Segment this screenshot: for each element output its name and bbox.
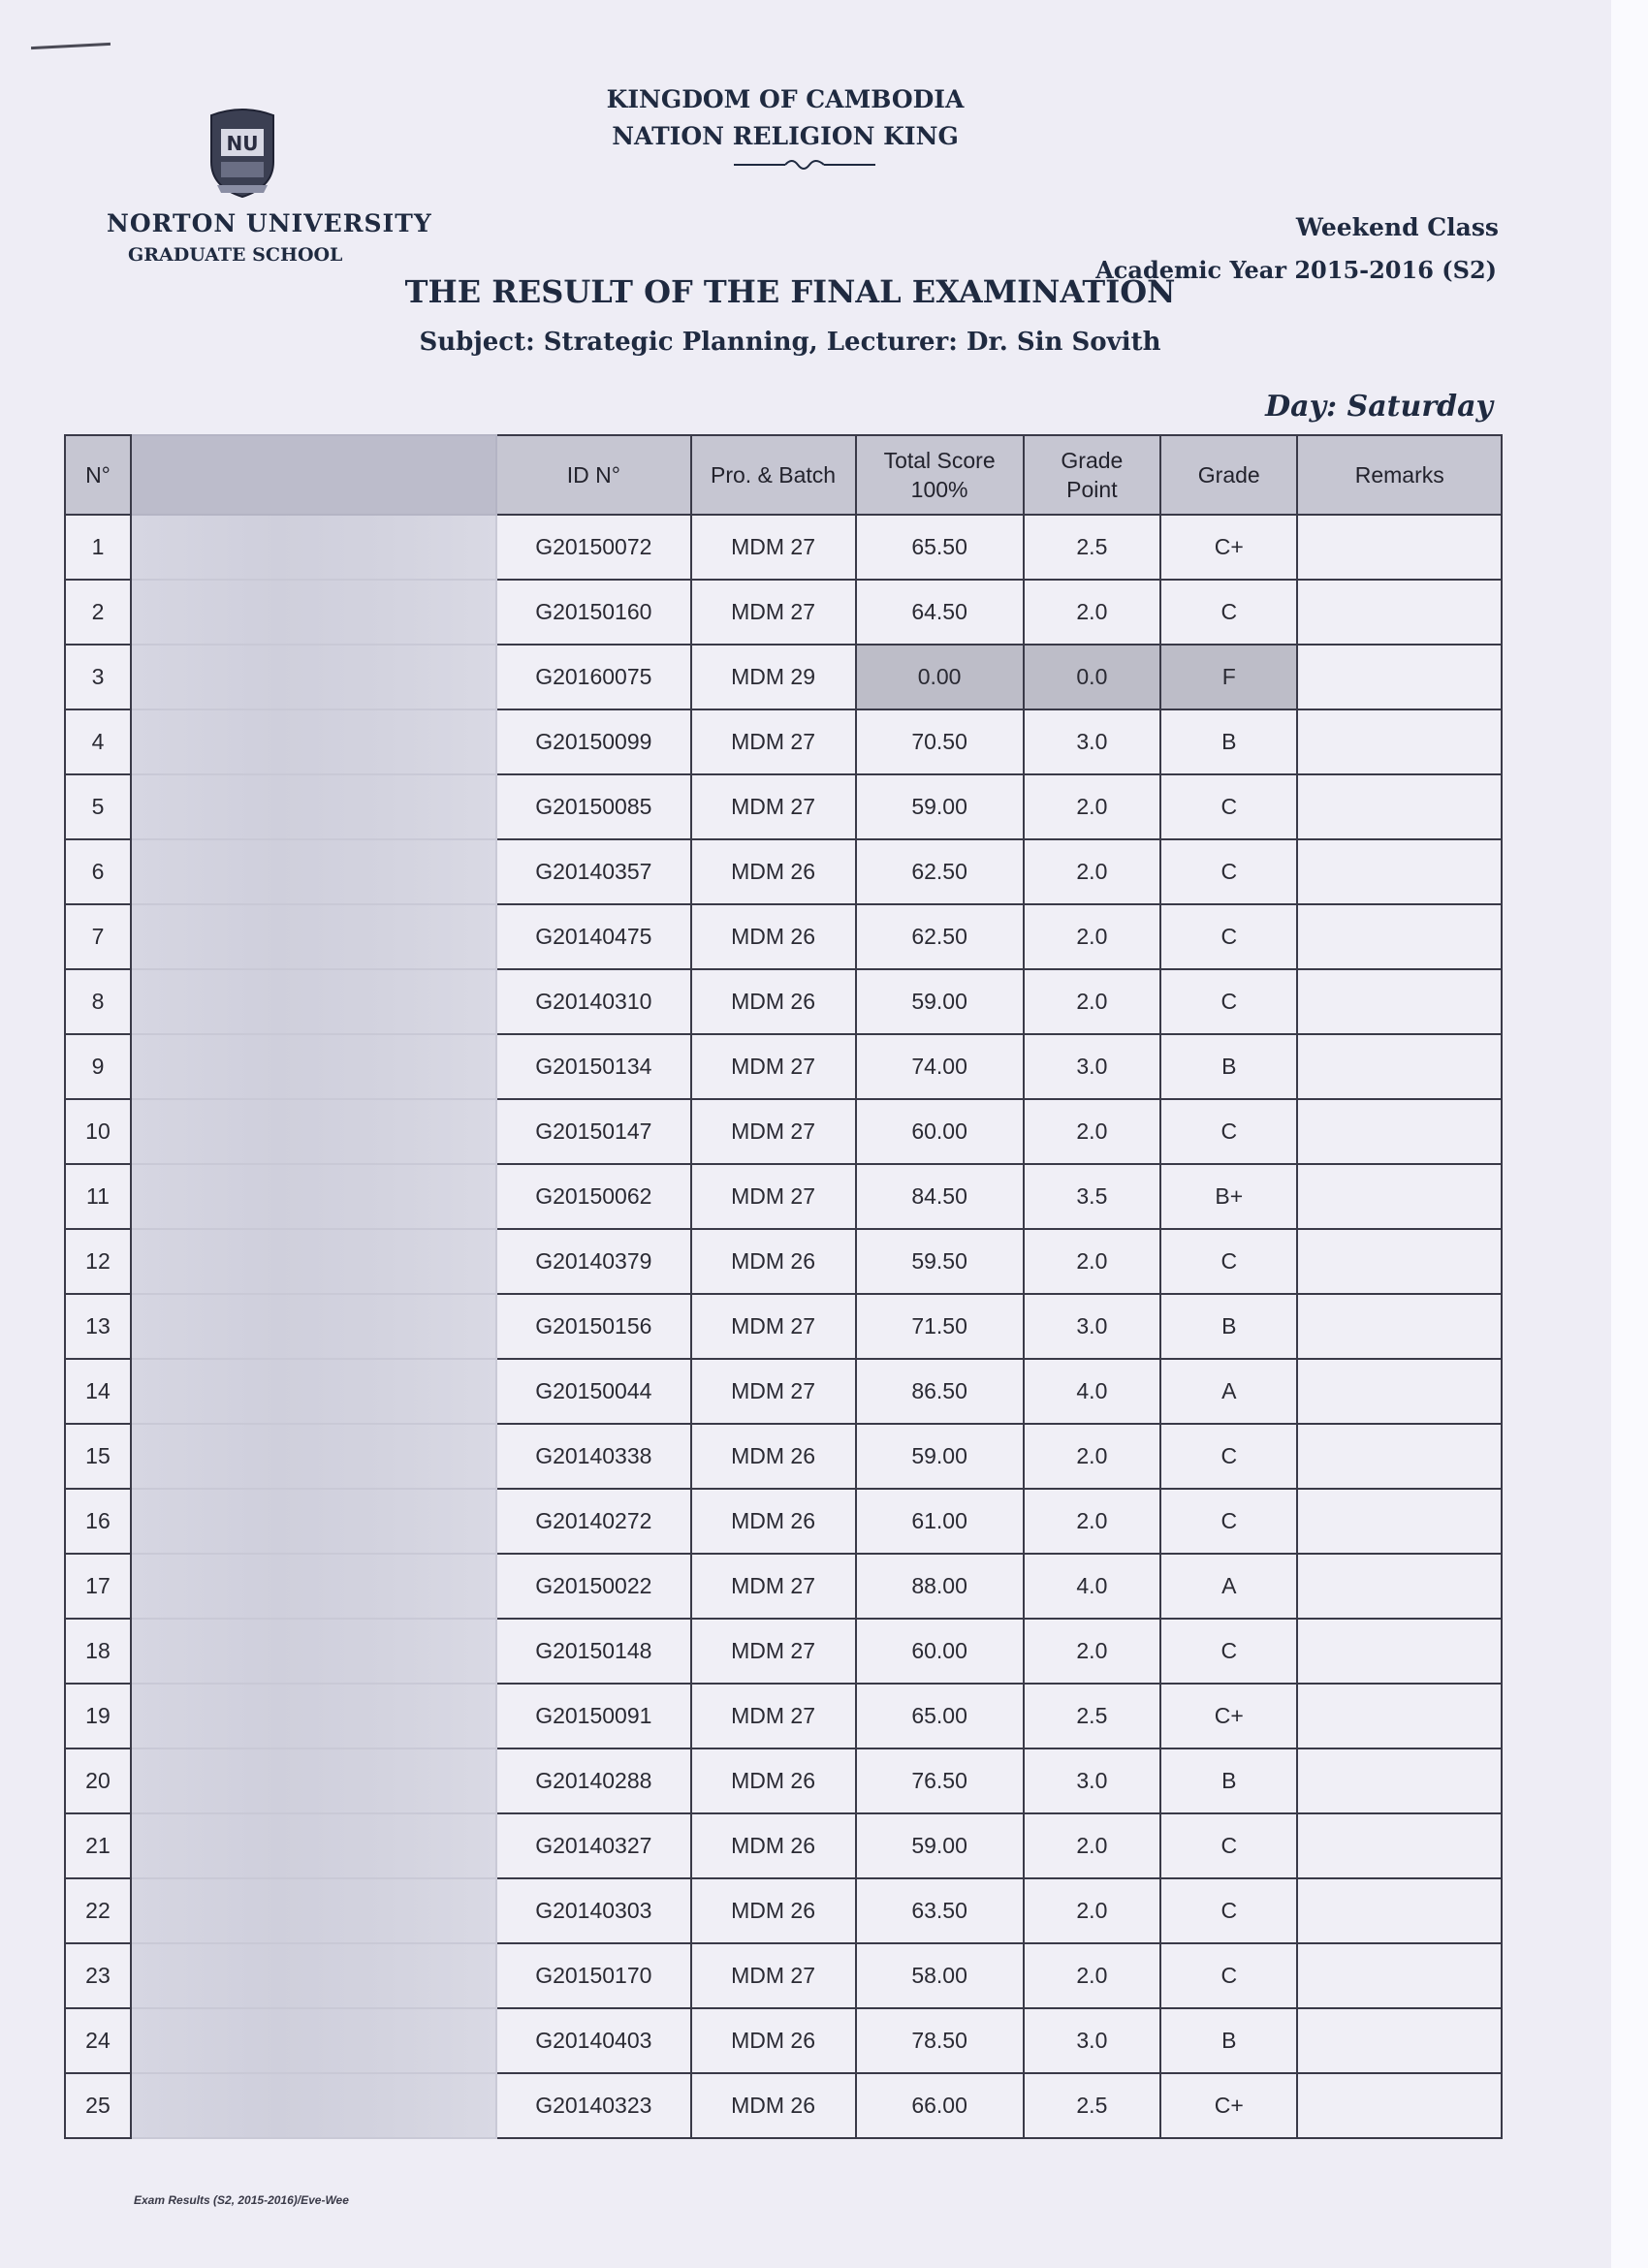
header-total-score-line1: Total Score xyxy=(883,448,996,473)
cell-grade-point: 2.0 xyxy=(1024,580,1160,645)
academic-year: Academic Year 2015-2016 (S2) xyxy=(1095,256,1497,284)
document-title: THE RESULT OF THE FINAL EXAMINATION xyxy=(404,273,1176,310)
cell-grade: C xyxy=(1160,1878,1297,1943)
cell-grade-point: 3.0 xyxy=(1024,2008,1160,2073)
table-row xyxy=(65,2008,1502,2073)
table-row xyxy=(65,839,1502,904)
cell-remarks xyxy=(1297,839,1502,904)
cell-id: G20140310 xyxy=(496,969,691,1034)
cell-remarks xyxy=(1297,1878,1502,1943)
cell-total-score: 59.00 xyxy=(856,1424,1024,1489)
kingdom-heading xyxy=(543,81,1028,155)
motto-line: NATION RELIGION KING xyxy=(612,122,959,150)
cell-grade: B xyxy=(1160,1748,1297,1813)
cell-no: 8 xyxy=(65,969,131,1034)
cell-remarks xyxy=(1297,1034,1502,1099)
cell-batch: MDM 27 xyxy=(691,1619,856,1684)
cell-name-redacted xyxy=(131,1034,496,1099)
cell-id: G20140357 xyxy=(496,839,691,904)
cell-id: G20150134 xyxy=(496,1034,691,1099)
cell-remarks xyxy=(1297,1229,1502,1294)
cell-total-score: 78.50 xyxy=(856,2008,1024,2073)
cell-id: G20140338 xyxy=(496,1424,691,1489)
cell-grade: C xyxy=(1160,839,1297,904)
cell-total-score: 59.00 xyxy=(856,1813,1024,1878)
cell-total-score: 63.50 xyxy=(856,1878,1024,1943)
table-row xyxy=(65,1684,1502,1748)
page-edge xyxy=(1611,0,1648,2268)
cell-total-score: 62.50 xyxy=(856,904,1024,969)
cell-grade: C xyxy=(1160,774,1297,839)
table-row xyxy=(65,709,1502,774)
table-row xyxy=(65,1619,1502,1684)
results-table xyxy=(64,434,1503,2139)
cell-batch: MDM 27 xyxy=(691,515,856,580)
cell-remarks xyxy=(1297,1294,1502,1359)
cell-batch: MDM 26 xyxy=(691,904,856,969)
cell-grade-point: 2.0 xyxy=(1024,904,1160,969)
table-row xyxy=(65,1878,1502,1943)
table-row xyxy=(65,904,1502,969)
cell-total-score: 66.00 xyxy=(856,2073,1024,2138)
cell-no: 20 xyxy=(65,1748,131,1813)
header-remarks: Remarks xyxy=(1297,435,1502,515)
cell-name-redacted xyxy=(131,1294,496,1359)
cell-id: G20140403 xyxy=(496,2008,691,2073)
cell-remarks xyxy=(1297,1099,1502,1164)
cell-grade: C+ xyxy=(1160,1684,1297,1748)
cell-total-score: 64.50 xyxy=(856,580,1024,645)
cell-name-redacted xyxy=(131,1619,496,1684)
cell-no: 25 xyxy=(65,2073,131,2138)
cell-remarks xyxy=(1297,1813,1502,1878)
subject-line: Subject: Strategic Planning, Lecturer: Dr. Sin Sovith xyxy=(419,328,1161,357)
cell-total-score: 65.50 xyxy=(856,515,1024,580)
cell-no: 4 xyxy=(65,709,131,774)
cell-remarks xyxy=(1297,2008,1502,2073)
cell-remarks xyxy=(1297,2073,1502,2138)
cell-name-redacted xyxy=(131,2073,496,2138)
cell-id: G20150044 xyxy=(496,1359,691,1424)
cell-remarks xyxy=(1297,1164,1502,1229)
cell-grade-point: 2.0 xyxy=(1024,1943,1160,2008)
cell-remarks xyxy=(1297,774,1502,839)
cell-name-redacted xyxy=(131,709,496,774)
header-grade-point xyxy=(1024,435,1160,515)
cell-grade: C xyxy=(1160,1229,1297,1294)
cell-id: G20140272 xyxy=(496,1489,691,1554)
cell-no: 7 xyxy=(65,904,131,969)
table-row xyxy=(65,2073,1502,2138)
cell-grade-point: 4.0 xyxy=(1024,1554,1160,1619)
cell-total-score: 88.00 xyxy=(856,1554,1024,1619)
cell-name-redacted xyxy=(131,839,496,904)
cell-name-redacted xyxy=(131,2008,496,2073)
cell-id: G20150072 xyxy=(496,515,691,580)
university-crest-logo xyxy=(204,102,281,199)
cell-batch: MDM 27 xyxy=(691,580,856,645)
cell-grade-point: 2.0 xyxy=(1024,1424,1160,1489)
cell-id: G20140327 xyxy=(496,1813,691,1878)
cell-no: 6 xyxy=(65,839,131,904)
cell-name-redacted xyxy=(131,515,496,580)
cell-name-redacted xyxy=(131,1164,496,1229)
table-row xyxy=(65,580,1502,645)
cell-total-score: 59.00 xyxy=(856,774,1024,839)
table-row xyxy=(65,1813,1502,1878)
cell-total-score: 60.00 xyxy=(856,1099,1024,1164)
cell-batch: MDM 26 xyxy=(691,2073,856,2138)
cell-total-score: 70.50 xyxy=(856,709,1024,774)
table-row xyxy=(65,1943,1502,2008)
cell-total-score: 59.50 xyxy=(856,1229,1024,1294)
cell-no: 11 xyxy=(65,1164,131,1229)
cell-remarks xyxy=(1297,645,1502,709)
cell-no: 18 xyxy=(65,1619,131,1684)
cell-total-score: 61.00 xyxy=(856,1489,1024,1554)
cell-grade: B xyxy=(1160,2008,1297,2073)
cell-no: 22 xyxy=(65,1878,131,1943)
cell-no: 12 xyxy=(65,1229,131,1294)
footer-note: Exam Results (S2, 2015-2016)/Eve-Wee xyxy=(134,2193,349,2207)
cell-grade: C xyxy=(1160,1619,1297,1684)
cell-batch: MDM 27 xyxy=(691,1099,856,1164)
cell-batch: MDM 26 xyxy=(691,1748,856,1813)
cell-grade: C xyxy=(1160,969,1297,1034)
cell-batch: MDM 27 xyxy=(691,1034,856,1099)
cell-grade: C xyxy=(1160,580,1297,645)
cell-grade: C+ xyxy=(1160,515,1297,580)
cell-name-redacted xyxy=(131,969,496,1034)
cell-id: G20140323 xyxy=(496,2073,691,2138)
cell-grade: A xyxy=(1160,1554,1297,1619)
cell-grade-point: 2.0 xyxy=(1024,1229,1160,1294)
cell-id: G20150156 xyxy=(496,1294,691,1359)
cell-batch: MDM 27 xyxy=(691,1554,856,1619)
cell-grade: C xyxy=(1160,1943,1297,2008)
table-row xyxy=(65,1359,1502,1424)
cell-no: 16 xyxy=(65,1489,131,1554)
header-grade-point-line1: Grade xyxy=(1061,448,1124,473)
cell-name-redacted xyxy=(131,1099,496,1164)
cell-no: 19 xyxy=(65,1684,131,1748)
cell-grade-point: 2.0 xyxy=(1024,1878,1160,1943)
cell-grade: B xyxy=(1160,1294,1297,1359)
cell-no: 10 xyxy=(65,1099,131,1164)
cell-name-redacted xyxy=(131,1813,496,1878)
cell-id: G20150170 xyxy=(496,1943,691,2008)
cell-remarks xyxy=(1297,515,1502,580)
cell-grade-point: 2.0 xyxy=(1024,839,1160,904)
cell-grade-point: 3.0 xyxy=(1024,709,1160,774)
table-row xyxy=(65,1294,1502,1359)
cell-remarks xyxy=(1297,969,1502,1034)
table-row xyxy=(65,1748,1502,1813)
cell-id: G20150085 xyxy=(496,774,691,839)
cell-name-redacted xyxy=(131,1359,496,1424)
cell-id: G20150147 xyxy=(496,1099,691,1164)
cell-name-redacted xyxy=(131,1943,496,2008)
cell-batch: MDM 26 xyxy=(691,839,856,904)
cell-remarks xyxy=(1297,904,1502,969)
cell-total-score: 74.00 xyxy=(856,1034,1024,1099)
header-total-score-line2: 100% xyxy=(910,477,968,502)
cell-grade: F xyxy=(1160,645,1297,709)
cell-remarks xyxy=(1297,1424,1502,1489)
cell-grade: A xyxy=(1160,1359,1297,1424)
cell-batch: MDM 27 xyxy=(691,1359,856,1424)
cell-id: G20140288 xyxy=(496,1748,691,1813)
cell-grade-point: 3.0 xyxy=(1024,1034,1160,1099)
cell-grade-point: 3.0 xyxy=(1024,1748,1160,1813)
cell-batch: MDM 26 xyxy=(691,1489,856,1554)
cell-grade-point: 4.0 xyxy=(1024,1359,1160,1424)
cell-name-redacted xyxy=(131,1748,496,1813)
cell-grade: C xyxy=(1160,1424,1297,1489)
table-row xyxy=(65,1099,1502,1164)
cell-id: G20160075 xyxy=(496,645,691,709)
class-type: Weekend Class xyxy=(1295,213,1499,241)
cell-batch: MDM 27 xyxy=(691,1164,856,1229)
cell-no: 1 xyxy=(65,515,131,580)
table-row xyxy=(65,515,1502,580)
table-row xyxy=(65,1489,1502,1554)
cell-batch: MDM 27 xyxy=(691,1294,856,1359)
cell-remarks xyxy=(1297,1554,1502,1619)
cell-id: G20140379 xyxy=(496,1229,691,1294)
cell-name-redacted xyxy=(131,774,496,839)
cell-batch: MDM 26 xyxy=(691,969,856,1034)
cell-name-redacted xyxy=(131,904,496,969)
cell-grade: B+ xyxy=(1160,1164,1297,1229)
table-row xyxy=(65,1034,1502,1099)
crest-text: NU xyxy=(226,132,259,155)
cell-batch: MDM 26 xyxy=(691,1878,856,1943)
flourish-ornament xyxy=(732,155,877,174)
cell-no: 2 xyxy=(65,580,131,645)
cell-id: G20150148 xyxy=(496,1619,691,1684)
cell-id: G20140303 xyxy=(496,1878,691,1943)
cell-id: G20150099 xyxy=(496,709,691,774)
pen-mark xyxy=(31,43,111,49)
table-row xyxy=(65,645,1502,709)
cell-no: 13 xyxy=(65,1294,131,1359)
cell-remarks xyxy=(1297,1684,1502,1748)
cell-grade-point: 0.0 xyxy=(1024,645,1160,709)
cell-no: 17 xyxy=(65,1554,131,1619)
cell-grade: C xyxy=(1160,1489,1297,1554)
cell-id: G20150160 xyxy=(496,580,691,645)
cell-remarks xyxy=(1297,1489,1502,1554)
cell-no: 21 xyxy=(65,1813,131,1878)
cell-total-score: 62.50 xyxy=(856,839,1024,904)
cell-id: G20150022 xyxy=(496,1554,691,1619)
cell-grade-point: 3.0 xyxy=(1024,1294,1160,1359)
cell-grade-point: 2.0 xyxy=(1024,774,1160,839)
cell-name-redacted xyxy=(131,580,496,645)
school-name: GRADUATE SCHOOL xyxy=(128,244,343,266)
cell-name-redacted xyxy=(131,1424,496,1489)
cell-no: 15 xyxy=(65,1424,131,1489)
cell-batch: MDM 26 xyxy=(691,2008,856,2073)
cell-name-redacted xyxy=(131,1229,496,1294)
cell-no: 3 xyxy=(65,645,131,709)
cell-remarks xyxy=(1297,709,1502,774)
cell-name-redacted xyxy=(131,1684,496,1748)
cell-no: 14 xyxy=(65,1359,131,1424)
cell-total-score: 59.00 xyxy=(856,969,1024,1034)
cell-remarks xyxy=(1297,1748,1502,1813)
table-row xyxy=(65,774,1502,839)
table-row xyxy=(65,1424,1502,1489)
cell-remarks xyxy=(1297,1619,1502,1684)
cell-batch: MDM 27 xyxy=(691,1943,856,2008)
cell-remarks xyxy=(1297,580,1502,645)
header-total-score xyxy=(856,435,1024,515)
cell-grade: C+ xyxy=(1160,2073,1297,2138)
cell-batch: MDM 27 xyxy=(691,774,856,839)
cell-total-score: 76.50 xyxy=(856,1748,1024,1813)
header-id: ID N° xyxy=(496,435,691,515)
cell-total-score: 58.00 xyxy=(856,1943,1024,2008)
cell-grade-point: 2.0 xyxy=(1024,1099,1160,1164)
cell-grade-point: 2.5 xyxy=(1024,2073,1160,2138)
cell-batch: MDM 27 xyxy=(691,709,856,774)
cell-total-score: 86.50 xyxy=(856,1359,1024,1424)
cell-remarks xyxy=(1297,1943,1502,2008)
cell-name-redacted xyxy=(131,1489,496,1554)
results-body xyxy=(65,515,1502,2138)
header-name-redacted xyxy=(131,435,496,515)
table-header-row xyxy=(65,435,1502,515)
cell-grade: B xyxy=(1160,1034,1297,1099)
table-row xyxy=(65,1554,1502,1619)
cell-id: G20150091 xyxy=(496,1684,691,1748)
cell-name-redacted xyxy=(131,645,496,709)
cell-remarks xyxy=(1297,1359,1502,1424)
header-no: N° xyxy=(65,435,131,515)
cell-no: 23 xyxy=(65,1943,131,2008)
cell-id: G20140475 xyxy=(496,904,691,969)
cell-batch: MDM 27 xyxy=(691,1684,856,1748)
cell-grade: C xyxy=(1160,904,1297,969)
cell-total-score: 60.00 xyxy=(856,1619,1024,1684)
cell-batch: MDM 26 xyxy=(691,1813,856,1878)
cell-name-redacted xyxy=(131,1878,496,1943)
cell-grade: C xyxy=(1160,1813,1297,1878)
cell-name-redacted xyxy=(131,1554,496,1619)
cell-total-score: 0.00 xyxy=(856,645,1024,709)
cell-grade-point: 2.0 xyxy=(1024,1813,1160,1878)
cell-grade-point: 2.0 xyxy=(1024,1619,1160,1684)
cell-total-score: 65.00 xyxy=(856,1684,1024,1748)
cell-batch: MDM 29 xyxy=(691,645,856,709)
table-row xyxy=(65,1164,1502,1229)
cell-no: 9 xyxy=(65,1034,131,1099)
cell-batch: MDM 26 xyxy=(691,1424,856,1489)
cell-id: G20150062 xyxy=(496,1164,691,1229)
cell-no: 24 xyxy=(65,2008,131,2073)
table-row xyxy=(65,1229,1502,1294)
university-name: NORTON UNIVERSITY xyxy=(107,209,432,237)
cell-grade-point: 3.5 xyxy=(1024,1164,1160,1229)
header-grade: Grade xyxy=(1160,435,1297,515)
cell-total-score: 71.50 xyxy=(856,1294,1024,1359)
cell-grade: C xyxy=(1160,1099,1297,1164)
header-grade-point-line2: Point xyxy=(1066,477,1118,502)
cell-batch: MDM 26 xyxy=(691,1229,856,1294)
table-row xyxy=(65,969,1502,1034)
day-label: Day: Saturday xyxy=(1265,390,1493,424)
kingdom-line: KINGDOM OF CAMBODIA xyxy=(606,85,965,113)
cell-grade-point: 2.5 xyxy=(1024,515,1160,580)
header-batch: Pro. & Batch xyxy=(691,435,856,515)
cell-grade: B xyxy=(1160,709,1297,774)
cell-grade-point: 2.0 xyxy=(1024,1489,1160,1554)
cell-grade-point: 2.5 xyxy=(1024,1684,1160,1748)
cell-total-score: 84.50 xyxy=(856,1164,1024,1229)
cell-no: 5 xyxy=(65,774,131,839)
cell-grade-point: 2.0 xyxy=(1024,969,1160,1034)
